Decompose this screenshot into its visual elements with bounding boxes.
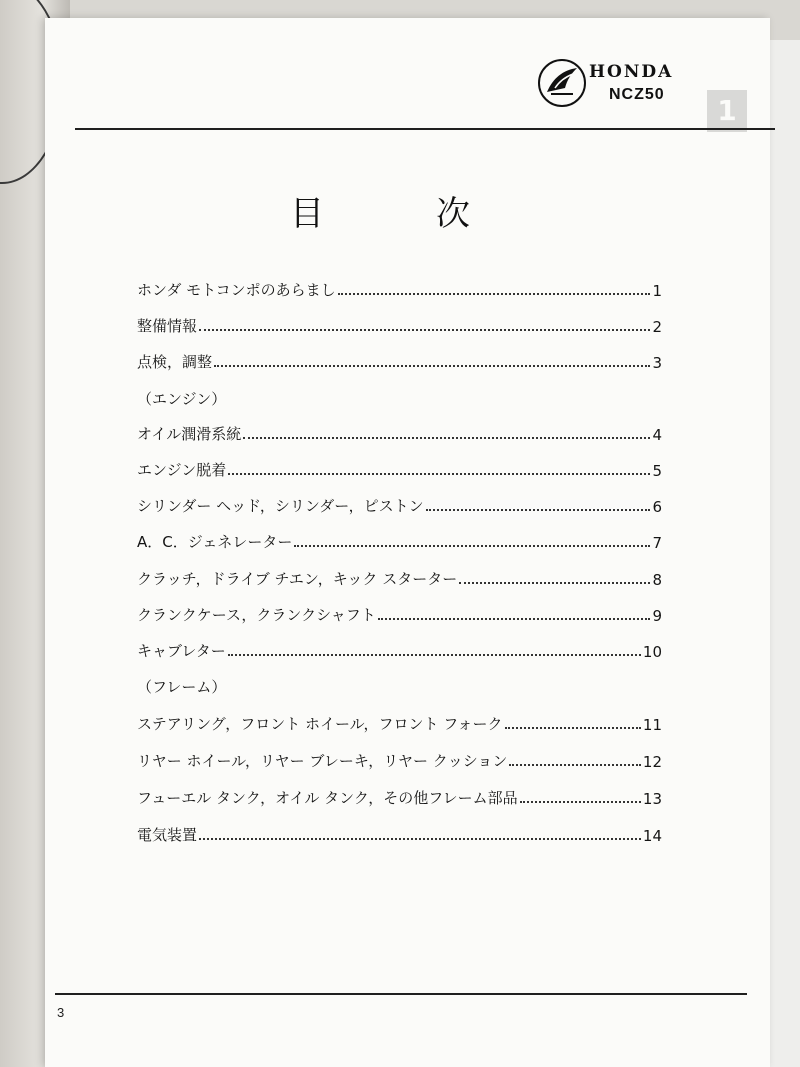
- toc-page: 9: [652, 607, 662, 625]
- footer-rule: [55, 993, 747, 995]
- toc-entry: [137, 708, 662, 734]
- toc-entry: [137, 526, 662, 552]
- title-char-2: 次: [436, 194, 472, 234]
- toc-page: 12: [642, 753, 662, 771]
- toc-page: 10: [642, 643, 662, 661]
- toc-page: 4: [652, 426, 662, 444]
- toc-entry: [137, 635, 662, 661]
- toc-page: 7: [652, 534, 662, 552]
- toc-page: 11: [642, 716, 662, 734]
- toc-page: 5: [652, 462, 662, 480]
- toc-page: 2: [652, 318, 662, 336]
- toc-page: 6: [652, 498, 662, 516]
- toc-label: A．C．ジェネレーター: [137, 533, 293, 551]
- toc-label: 電気装置: [137, 826, 198, 844]
- honda-wing-icon: [537, 58, 587, 108]
- toc-label: キャブレター: [137, 642, 226, 660]
- toc-page: 3: [652, 354, 662, 372]
- toc-label: ステアリング，フロント ホイール，フロント フォーク: [137, 715, 503, 733]
- brand-name: HONDA: [589, 62, 674, 82]
- title-char-1: 目: [290, 194, 326, 234]
- toc-entry: [137, 563, 662, 589]
- toc-entry: [137, 346, 662, 372]
- toc-entry: [137, 310, 662, 336]
- model-name: NCZ50: [609, 86, 665, 103]
- toc-entry: [137, 782, 662, 808]
- toc-label: クランクケース，クランクシャフト: [137, 606, 376, 624]
- toc-label: リヤー ホイール，リヤー ブレーキ，リヤー クッション: [137, 752, 508, 770]
- toc-page: 8: [652, 571, 662, 589]
- toc-label: エンジン脱着: [137, 461, 227, 479]
- toc-entry: [137, 454, 662, 480]
- toc-label: 点検，調整: [137, 353, 213, 371]
- toc-page: 14: [642, 827, 662, 845]
- section-tab: 1: [707, 90, 747, 132]
- toc-entry: [137, 819, 662, 845]
- toc-entry: [137, 599, 662, 625]
- header-rule: [75, 128, 775, 130]
- toc-section-heading: （フレーム）: [137, 678, 227, 696]
- toc-section-heading: （エンジン）: [137, 390, 227, 408]
- page-number: 3: [57, 1005, 65, 1020]
- toc-label: シリンダー ヘッド，シリンダー，ピストン: [137, 497, 424, 515]
- toc-entry: [137, 274, 662, 300]
- toc-label: 整備情報: [137, 317, 198, 335]
- toc-label: クラッチ，ドライブ チエン，キック スターター: [137, 570, 458, 588]
- toc-label: フューエル タンク，オイル タンク，その他フレーム部品: [137, 789, 518, 807]
- toc-page: 13: [642, 790, 662, 808]
- toc-page: 1: [652, 282, 662, 300]
- toc-entry: [137, 418, 662, 444]
- toc-entry: [137, 745, 662, 771]
- toc-label: ホンダ モトコンポのあらまし: [137, 281, 336, 299]
- toc-label: オイル潤滑系統: [137, 425, 242, 443]
- page-title: [290, 186, 472, 235]
- toc-entry: [137, 490, 662, 516]
- manual-page: [45, 18, 770, 1067]
